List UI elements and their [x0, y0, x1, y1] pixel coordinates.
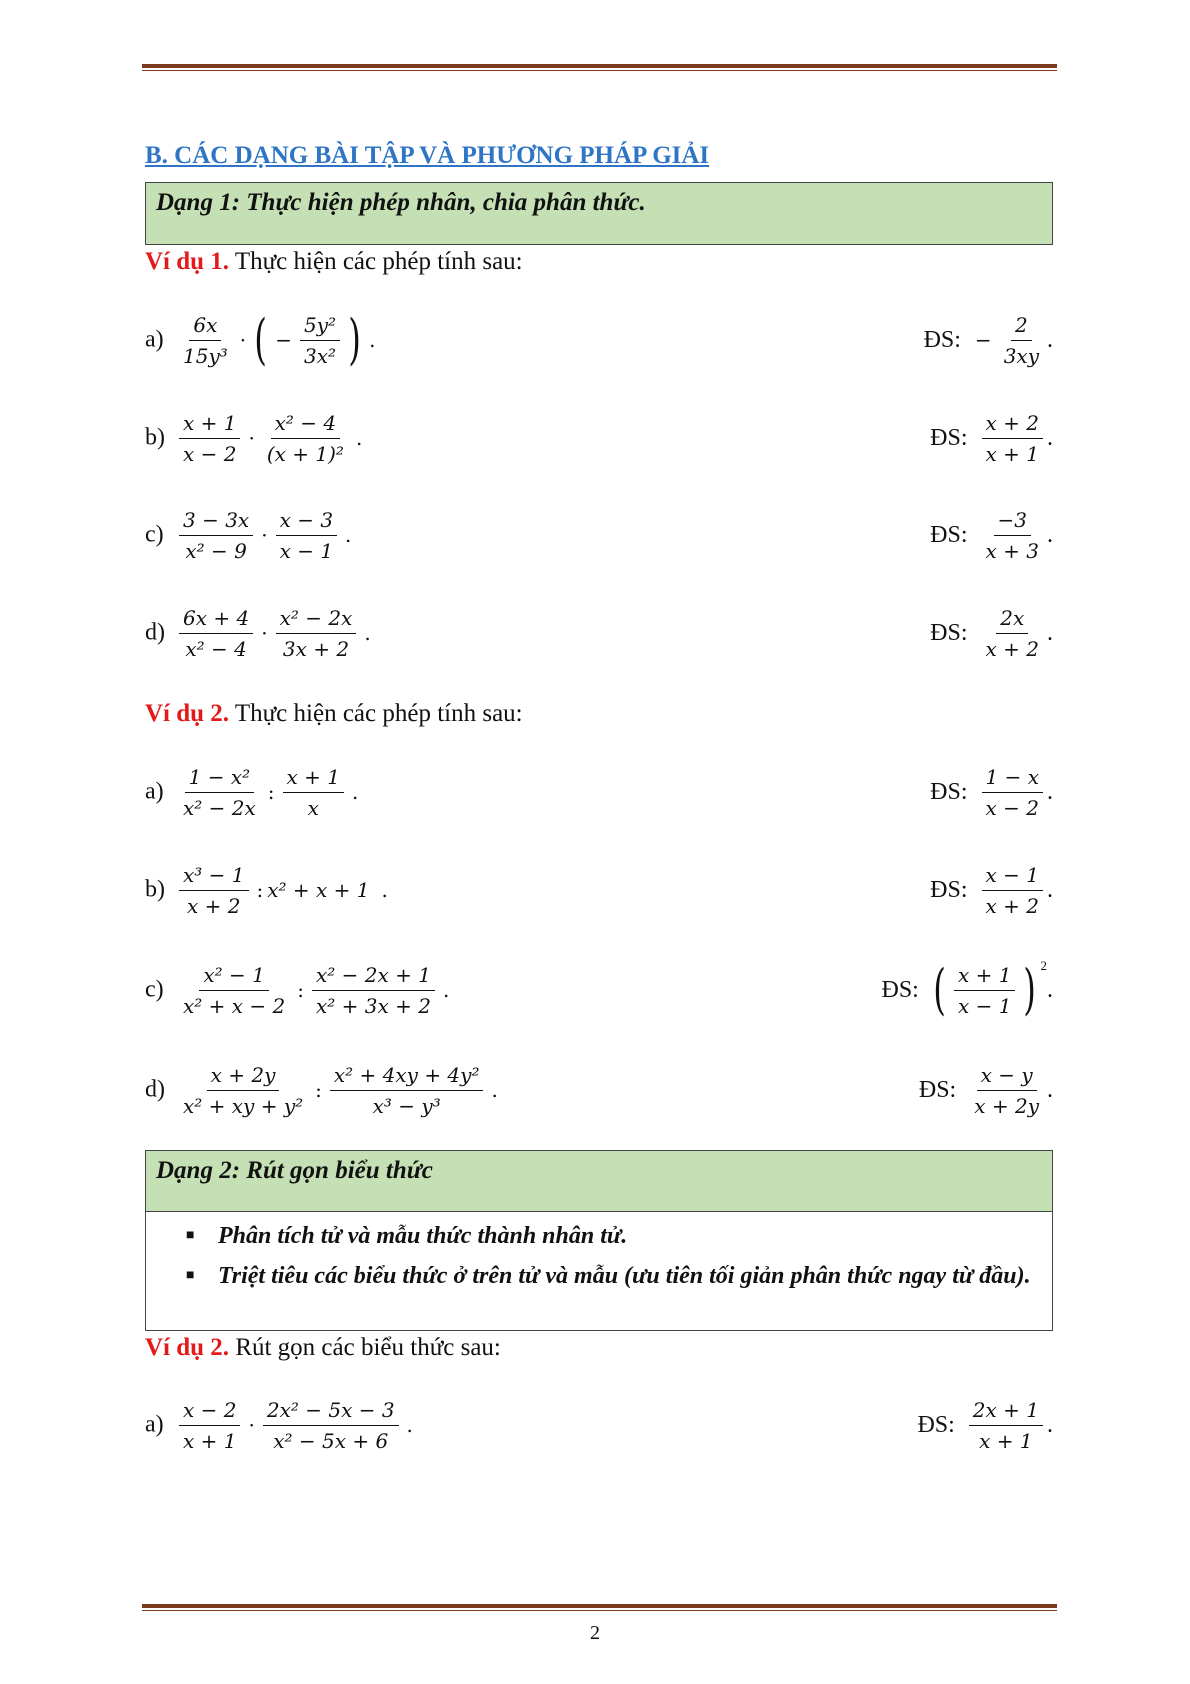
denominator: x: [307, 795, 319, 820]
answer: ĐS: $\frac{1 - x}{x - 2}$ .: [930, 752, 1053, 832]
method-item: [186, 1216, 1040, 1256]
dang1-heading-box: [145, 182, 1053, 245]
answer-fraction: [954, 960, 1015, 1021]
answer-label: ĐS:: [923, 326, 961, 353]
exercise-2b: [145, 850, 1053, 930]
answer-label: ĐS:: [930, 876, 968, 903]
answer-label: ĐS:: [930, 424, 968, 451]
denominator: x² − 5x + 6: [273, 1428, 389, 1453]
example-label: Ví dụ 1.: [145, 248, 230, 275]
answer-label: ĐS:: [917, 1411, 955, 1438]
sign: −: [275, 328, 292, 352]
denominator: x + 1: [979, 1428, 1033, 1453]
numerator: x − 1: [982, 860, 1043, 891]
period: .: [345, 523, 352, 547]
exercise-2d: [145, 1050, 1053, 1130]
numerator: 2x² − 5x − 3: [263, 1395, 399, 1426]
denominator: x + 3: [985, 538, 1039, 563]
answer: ĐS: $\frac{2x + 1}{x + 1}$ .: [917, 1385, 1053, 1465]
answer: ĐS: − $\frac{2}{3xy}$ .: [924, 300, 1053, 380]
exercise-expression: [175, 752, 362, 832]
numerator: x + 1: [283, 762, 344, 793]
answer-fraction: [982, 408, 1043, 469]
denominator: x² − 2x: [183, 795, 256, 820]
bullet-icon: ■: [186, 1228, 195, 1243]
numerator: 2x: [996, 603, 1028, 634]
exercise-1b: [145, 398, 1053, 478]
fraction: [276, 603, 357, 664]
operator: :: [315, 1078, 322, 1102]
exercise-3a: [145, 1385, 1053, 1465]
exercise-label: b): [145, 876, 165, 903]
numerator: 1 − x: [982, 762, 1043, 793]
denominator: x − 1: [957, 993, 1012, 1018]
period: .: [364, 621, 371, 645]
exercise-1a: [145, 300, 1053, 380]
fraction: [179, 960, 289, 1021]
fraction: [179, 1060, 307, 1121]
denominator: x + 1: [183, 1428, 237, 1453]
fraction: [179, 603, 253, 664]
numerator: x + 2: [982, 408, 1043, 439]
exercise-label: b): [145, 424, 165, 451]
denominator: x − 1: [279, 538, 334, 563]
exercise-2a: [145, 752, 1053, 832]
period: .: [406, 1413, 413, 1437]
exercise-1c: [145, 495, 1053, 575]
method-list: [186, 1216, 1040, 1296]
method-text: Phân tích tử và mẫu thức thành nhân tử.: [218, 1223, 628, 1249]
section-title: B. CÁC DẠNG BÀI TẬP VÀ PHƯƠNG PHÁP GIẢI: [145, 142, 710, 169]
numerator: x − y: [977, 1060, 1037, 1091]
answer-fraction: [970, 1060, 1043, 1121]
answer-fraction: [982, 762, 1043, 823]
exercise-2c: [145, 950, 1053, 1030]
answer-label: ĐS:: [930, 619, 968, 646]
exponent: 2: [1040, 958, 1047, 973]
numerator: x³ − 1: [179, 860, 249, 891]
denominator: 3x + 2: [282, 636, 350, 661]
example-text: Rút gọn các biểu thức sau:: [229, 1334, 501, 1361]
right-paren: ): [1023, 958, 1037, 1021]
sign: −: [974, 328, 992, 352]
denominator: x² − 4: [185, 636, 247, 661]
example-3-heading: [145, 1334, 501, 1362]
answer-label: ĐS:: [930, 521, 968, 548]
denominator: x + 2: [187, 893, 241, 918]
answer-fraction: [982, 505, 1043, 566]
example-label: Ví dụ 2.: [145, 1334, 230, 1361]
answer-fraction: [969, 1395, 1043, 1456]
fraction: [179, 310, 232, 371]
example-label: Ví dụ 2.: [145, 700, 230, 727]
right-paren: ): [348, 308, 361, 371]
denominator: x² − 9: [185, 538, 247, 563]
numerator: 3 − 3x: [179, 505, 253, 536]
denominator: (x + 1)²: [266, 441, 344, 466]
exercise-label: a): [145, 326, 164, 353]
denominator: x² + 3x + 2: [316, 993, 431, 1018]
period: .: [355, 426, 363, 450]
answer: ĐS: $\frac{x - y}{x + 2y}$ .: [919, 1050, 1053, 1130]
denominator: x + 2y: [974, 1093, 1039, 1118]
answer: ĐS: $\frac{2x}{x + 2}$ .: [930, 593, 1053, 673]
operator: :: [256, 878, 264, 902]
page-number: 2: [590, 1622, 600, 1644]
answer-fraction: [1000, 310, 1043, 371]
dang2-title: Dạng 2: Rút gọn biểu thức: [156, 1157, 433, 1184]
fraction: [179, 408, 240, 469]
exercise-label: c): [145, 521, 164, 548]
period: .: [369, 328, 376, 352]
method-box: [145, 1211, 1053, 1331]
operator: ·: [261, 621, 268, 645]
exercise-1d: [145, 593, 1053, 673]
fraction: [263, 408, 348, 469]
exercise-expression: [175, 300, 379, 380]
operator: :: [297, 978, 304, 1002]
numerator: 6x + 4: [179, 603, 253, 634]
fraction: [179, 762, 260, 823]
expression-text: x² + x + 1: [267, 878, 370, 902]
period: .: [381, 878, 388, 902]
denominator: x + 2: [985, 893, 1039, 918]
period: .: [491, 1078, 498, 1102]
numerator: −3: [994, 505, 1031, 536]
exercise-expression: [175, 495, 355, 575]
method-text: Triệt tiêu các biểu thức ở trên tử và mẫu (ưu tiên tối giản phân thức ngay từ đầu).: [218, 1263, 1031, 1289]
numerator: x² − 2x: [276, 603, 357, 634]
fraction: [283, 762, 344, 823]
left-paren: (: [254, 308, 267, 371]
denominator: 15y³: [183, 343, 228, 368]
answer-label: ĐS:: [881, 976, 919, 1003]
answer: ĐS: $\frac{x - 1}{x + 2}$ .: [930, 850, 1053, 930]
operator: ·: [248, 1413, 255, 1437]
example-text: Thực hiện các phép tính sau:: [229, 248, 523, 275]
denominator: x² + x − 2: [183, 993, 286, 1018]
exercise-label: d): [145, 619, 165, 646]
exercise-expression: [175, 1385, 417, 1465]
denominator: x − 2: [183, 441, 237, 466]
fraction: [312, 960, 435, 1021]
numerator: x² − 2x + 1: [312, 960, 435, 991]
fraction: [179, 505, 253, 566]
denominator: 3x²: [303, 343, 336, 368]
example-text: Thực hiện các phép tính sau:: [229, 700, 523, 727]
numerator: 2x + 1: [969, 1395, 1043, 1426]
answer-label: ĐS:: [918, 1076, 957, 1103]
answer: ĐS: $\frac{-3}{x + 3}$ .: [930, 495, 1053, 575]
exercise-label: a): [145, 778, 164, 805]
numerator: x + 2y: [207, 1060, 280, 1091]
numerator: x + 1: [179, 408, 240, 439]
period: .: [352, 780, 359, 804]
method-item: [186, 1256, 1040, 1296]
answer: ĐS: $\frac{x + 2}{x + 1}$ .: [930, 398, 1053, 478]
denominator: 3xy: [1003, 343, 1039, 368]
example-1-heading: [145, 248, 523, 276]
operator: ·: [239, 328, 247, 352]
numerator: 2: [1011, 310, 1032, 341]
dang2-heading-box: [145, 1150, 1053, 1212]
numerator: x² − 1: [199, 960, 269, 991]
period: .: [442, 978, 450, 1002]
numerator: x² + 4xy + 4y²: [330, 1060, 484, 1091]
exercise-expression: [175, 950, 453, 1030]
operator: :: [267, 780, 275, 804]
answer: ĐS: ( $\frac{x + 1}{x - 1}$ ) 2 .: [881, 958, 1053, 1021]
fraction: [330, 1060, 484, 1121]
fraction: [276, 505, 337, 566]
dang1-title: Dạng 1: Thực hiện phép nhân, chia phân thức.: [156, 189, 646, 216]
numerator: 6x: [189, 310, 221, 341]
numerator: x² − 4: [271, 408, 341, 439]
numerator: 1 − x²: [185, 762, 255, 793]
denominator: x³ − y³: [372, 1093, 441, 1118]
header-rule: [142, 64, 1057, 71]
answer-fraction: [982, 603, 1043, 664]
answer-label: ĐS:: [930, 778, 968, 805]
answer-fraction: [982, 860, 1043, 921]
denominator: x² + xy + y²: [183, 1093, 304, 1118]
fraction: [179, 1395, 240, 1456]
exercise-label: a): [145, 1411, 164, 1438]
left-paren: (: [933, 958, 946, 1021]
bullet-icon: ■: [186, 1268, 195, 1283]
exercise-label: c): [145, 976, 164, 1003]
example-2-heading: [145, 700, 523, 728]
exercise-expression: [175, 1050, 502, 1130]
numerator: x − 2: [179, 1395, 240, 1426]
exercise-expression: [175, 398, 366, 478]
operator: ·: [261, 523, 268, 547]
exercise-expression: [175, 850, 392, 930]
numerator: x − 3: [276, 505, 337, 536]
denominator: x + 2: [985, 636, 1039, 661]
exercise-expression: [175, 593, 375, 673]
denominator: x − 2: [985, 795, 1039, 820]
numerator: 5y²: [300, 310, 340, 341]
fraction: [300, 310, 340, 371]
fraction: [179, 860, 249, 921]
exercise-label: d): [145, 1076, 165, 1103]
operator: ·: [248, 426, 255, 450]
denominator: x + 1: [985, 441, 1039, 466]
footer-rule: [142, 1604, 1057, 1611]
numerator: x + 1: [954, 960, 1015, 991]
fraction: [263, 1395, 399, 1456]
